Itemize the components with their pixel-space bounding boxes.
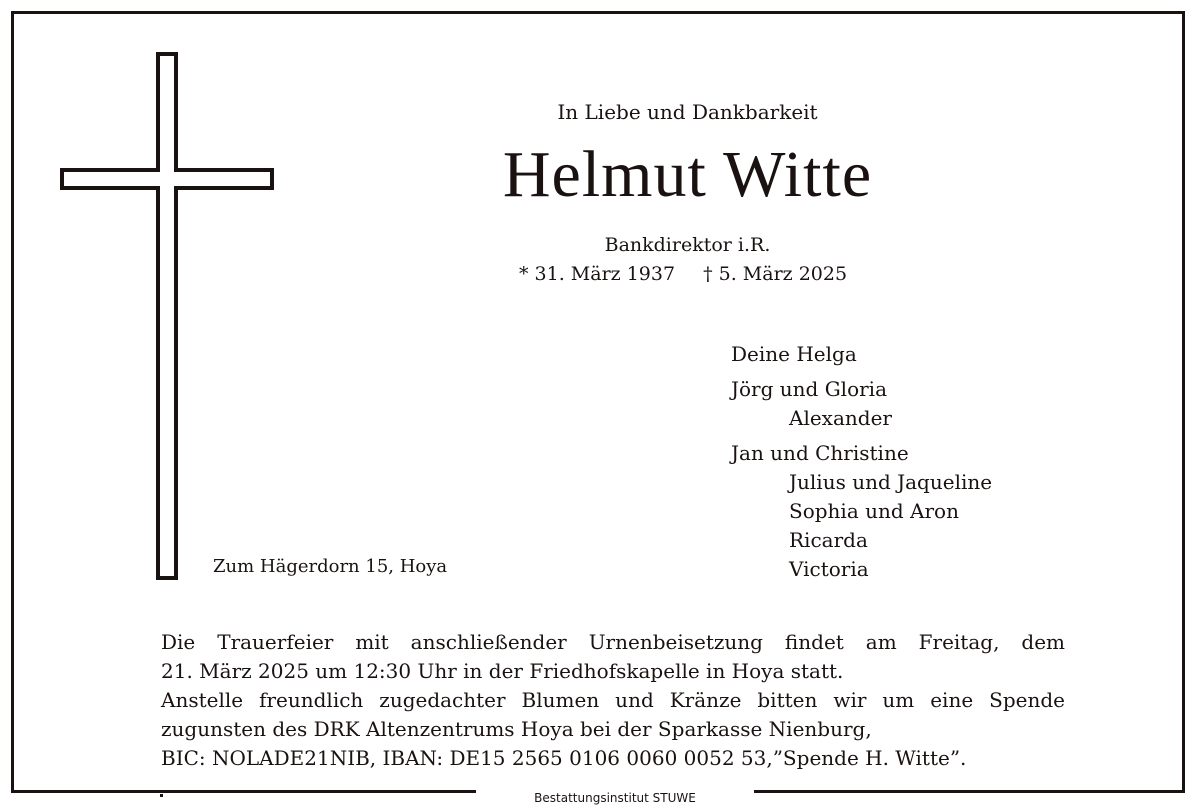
funeral-notice: [161, 628, 1065, 773]
mourner-line: Deine Helga: [731, 342, 857, 366]
mourner-line: Julius und Jaqueline: [789, 470, 993, 494]
notice-line: Anstelle freundlich zugedachter Blumen und Kränze bitten wir um eine Spende: [161, 688, 1065, 712]
death-date: † 5. März 2025: [703, 263, 848, 285]
mourner-line: Alexander: [789, 406, 892, 430]
stray-dot: [160, 794, 163, 797]
notice-line: zugunsten des DRK Altenzentrums Hoya bei der Sparkasse Nienburg,: [161, 717, 872, 741]
mourner-line: Sophia und Aron: [789, 499, 959, 523]
mourner-line: Jan und Christine: [731, 441, 909, 465]
mourners-list: [731, 340, 992, 584]
mourner-line: Victoria: [789, 557, 869, 581]
greeting-line: In Liebe und Dankbarkeit: [557, 100, 818, 124]
mourner-line: Jörg und Gloria: [731, 377, 887, 401]
deceased-title: Bankdirektor i.R.: [604, 234, 771, 256]
deceased-name: Helmut Witte: [502, 138, 873, 211]
notice-line: 21. März 2025 um 12:30 Uhr in der Friedhofskapelle in Hoya statt.: [161, 659, 844, 683]
notice-line: BIC: NOLADE21NIB, IBAN: DE15 2565 0106 0060 0052 53,”Spende H. Witte”.: [161, 746, 967, 770]
birth-date: * 31. März 1937: [519, 263, 676, 285]
address: Zum Hägerdorn 15, Hoya: [213, 556, 448, 577]
funeral-home-credit: Bestattungsinstitut STUWE: [476, 790, 754, 806]
notice-line: Die Trauerfeier mit anschließender Urnenbeisetzung findet am Freitag, dem: [161, 630, 1065, 654]
mourner-line: Ricarda: [789, 528, 868, 552]
life-dates: [519, 263, 847, 285]
